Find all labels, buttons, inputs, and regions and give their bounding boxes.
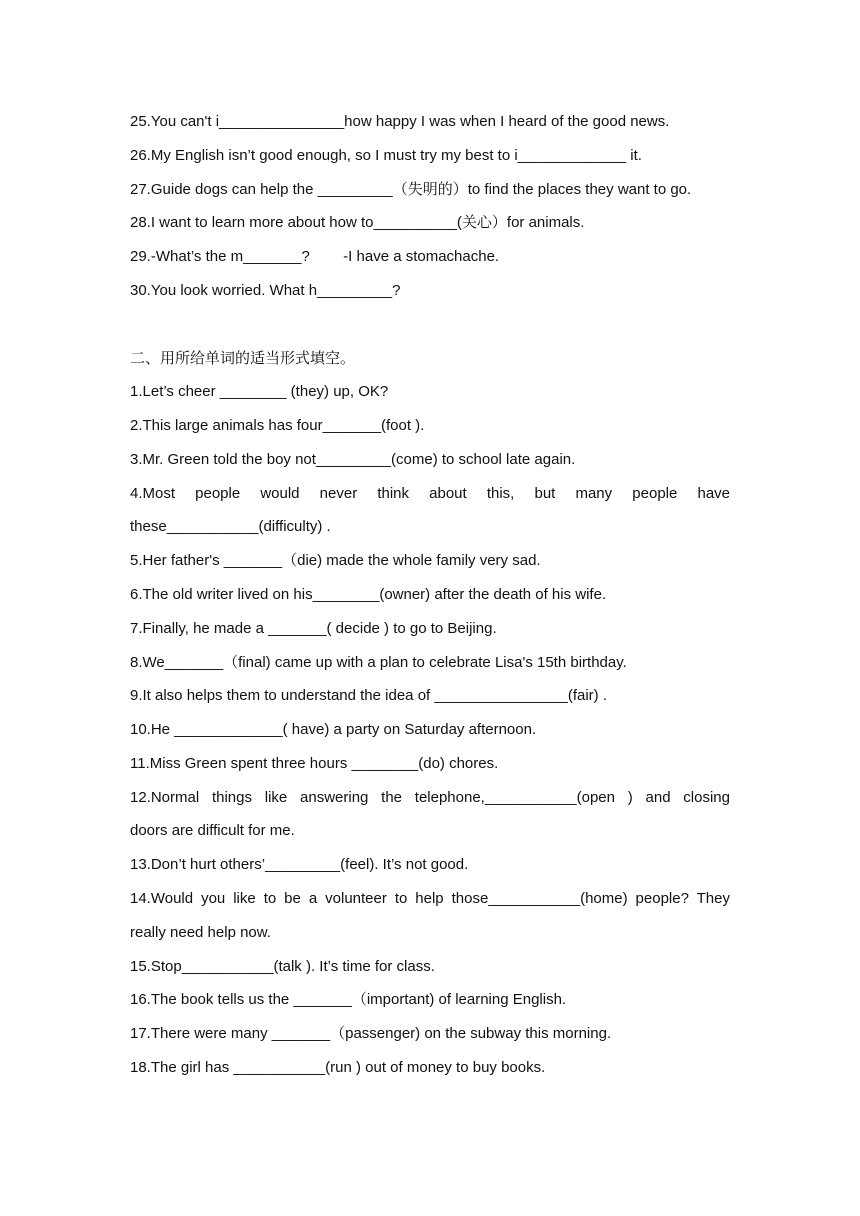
question-28: 28.I want to learn more about how to__________(关心）for animals. <box>130 214 585 231</box>
question-30: 30.You look worried. What h_________? <box>130 282 401 299</box>
exercise-12-line-1: 12.Normal things like answering the telephone,___________(open ) and closing <box>130 789 730 806</box>
question-26: 26.My English isn’t good enough, so I must try my best to i_____________ it. <box>130 147 642 164</box>
exercise-11: 11.Miss Green spent three hours ________(do) chores. <box>130 755 499 772</box>
section-title: 二、用所给单词的适当形式填空。 <box>130 349 356 367</box>
exercise-5: 5.Her father's _______（die) made the whole family very sad. <box>130 552 541 569</box>
exercise-8: 8.We_______（final) came up with a plan to celebrate Lisa's 15th birthday. <box>130 654 627 671</box>
exercise-9: 9.It also helps them to understand the idea of ________________(fair) . <box>130 687 608 704</box>
exercise-10: 10.He _____________( have) a party on Saturday afternoon. <box>130 721 537 738</box>
exercise-7: 7.Finally, he made a _______( decide ) to go to Beijing. <box>130 620 497 637</box>
exercise-4-line-1: 4.Most people would never think about this, but many people have <box>130 485 730 502</box>
question-27: 27.Guide dogs can help the _________（失明的）to find the places they want to go. <box>130 181 692 198</box>
exercise-14-line-2: really need help now. <box>130 924 271 941</box>
exercise-14-line-1: 14.Would you like to be a volunteer to help those___________(home) people? They <box>130 890 730 907</box>
exercise-16: 16.The book tells us the _______（important) of learning English. <box>130 991 567 1008</box>
exercise-1: 1.Let’s cheer ________ (they) up, OK? <box>130 383 389 400</box>
question-29: 29.-What’s the m_______? -I have a stomachache. <box>130 248 500 265</box>
exercise-12-line-2: doors are difficult for me. <box>130 822 295 839</box>
exercise-6: 6.The old writer lived on his________(owner) after the death of his wife. <box>130 586 607 603</box>
exercise-15: 15.Stop___________(talk ). It’s time for class. <box>130 958 435 975</box>
exercise-13: 13.Don’t hurt others’_________(feel). It’s not good. <box>130 856 469 873</box>
exercise-2: 2.This large animals has four_______(foot ). <box>130 417 425 434</box>
question-25: 25.You can't i_______________how happy I was when I heard of the good news. <box>130 113 670 130</box>
exercise-3: 3.Mr. Green told the boy not_________(come) to school late again. <box>130 451 576 468</box>
exercise-18: 18.The girl has ___________(run ) out of money to buy books. <box>130 1059 546 1076</box>
exercise-4-line-2: these___________(difficulty) . <box>130 518 331 535</box>
exercise-17: 17.There were many _______（passenger) on the subway this morning. <box>130 1025 612 1042</box>
